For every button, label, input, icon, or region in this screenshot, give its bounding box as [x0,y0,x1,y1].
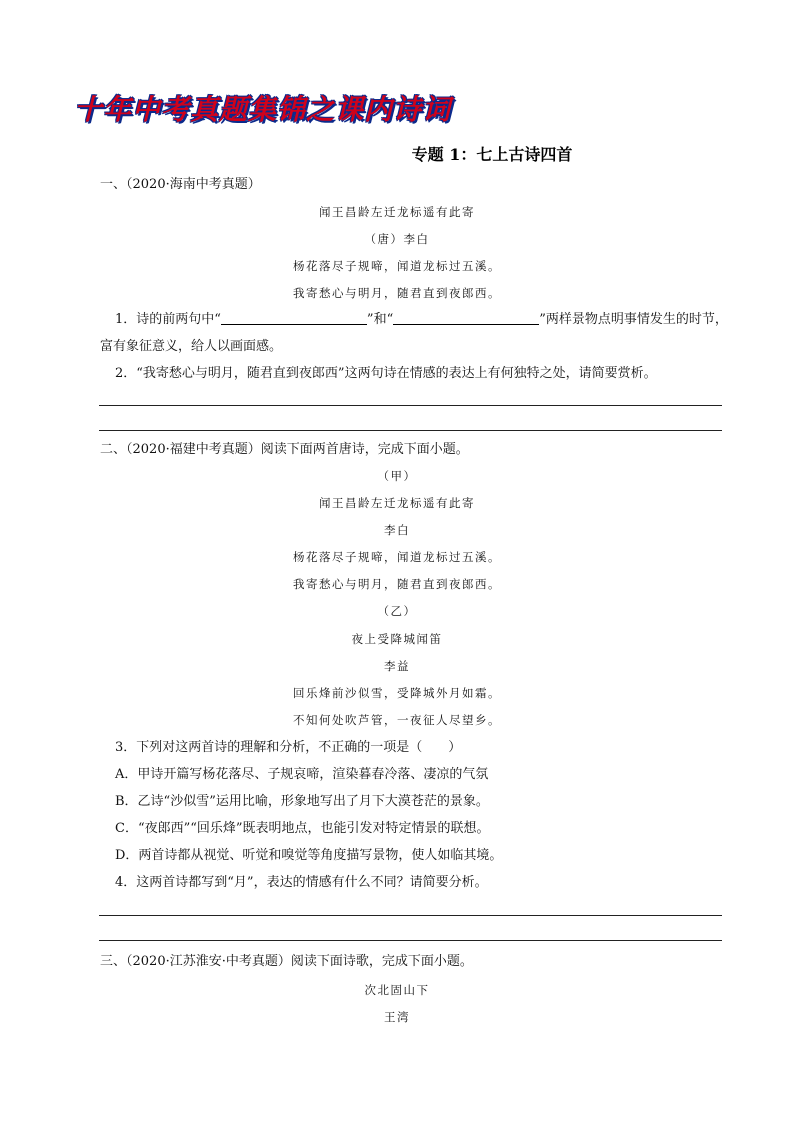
series-banner: 十年中考真题集锦之课内诗词 [74,93,452,126]
poem-b-line: 回乐烽前沙似雪，受降城外月如霜。 [293,686,501,700]
question-2: 2．“我寄愁心与明月，随君直到夜郎西”这两句诗在情感的表达上有何独特之处，请简要赏析。 [115,366,657,381]
poem-b-line: 不知何处吹芦管，一夜征人尽望乡。 [293,713,501,727]
poem-line: 我寄愁心与明月，随君直到夜郎西。 [293,286,501,300]
question-1-continued: 富有象征意义，给人以画面感。 [100,339,283,354]
poem-author: （唐）李白 [364,232,430,246]
poem-a-author: 李白 [384,523,410,537]
answer-line[interactable] [99,405,722,406]
poem-b-label: （乙） [377,604,417,618]
topic-subtitle-text: 专题 1：七上古诗四首 [411,145,573,164]
poem-author: 王湾 [384,1010,410,1024]
topic-subtitle [0,142,794,165]
question-4: 4．这两首诗都写到“月”，表达的情感有什么不同？请简要分析。 [115,875,488,890]
poem-a-line: 杨花落尽子规啼，闻道龙标过五溪。 [293,550,501,564]
q1-text-end: ”两样景物点明事情发生的时节， [539,312,728,327]
answer-line[interactable] [99,915,722,916]
q1-answer-blank-1[interactable] [221,310,367,325]
poem-a-label: （甲） [377,469,417,483]
q1-text-start: 1．诗的前两句中“ [115,312,221,327]
poem-title: 次北固山下 [364,983,430,997]
poem-b-author: 李益 [384,659,410,673]
option-c[interactable]: C．“夜郎西”“回乐烽”既表明地点，也能引发对特定情景的联想。 [115,821,490,836]
question-1 [115,310,728,330]
option-b[interactable]: B．乙诗“沙似雪”运用比喻，形象地写出了月下大漠苍茫的景象。 [115,794,489,809]
poem-title: 闻王昌龄左迁龙标遥有此寄 [319,205,475,219]
section1-heading: 一、（2020·海南中考真题） [100,177,261,192]
section3-heading: 三、（2020·江苏淮安·中考真题）阅读下面诗歌，完成下面小题。 [100,954,473,969]
poem-b-title: 夜上受降城闻笛 [351,632,443,646]
option-d[interactable]: D．两首诗都从视觉、听觉和嗅觉等角度描写景物，使人如临其境。 [115,848,503,863]
poem-line: 杨花落尽子规啼，闻道龙标过五溪。 [293,259,501,273]
poem-a-line: 我寄愁心与明月，随君直到夜郎西。 [293,577,501,591]
q1-answer-blank-2[interactable] [393,310,539,325]
question-3: 3．下列对这两首诗的理解和分析，不正确的一项是（ ） [115,740,462,755]
answer-line[interactable] [99,940,722,941]
answer-line[interactable] [99,430,722,431]
section2-heading: 二、（2020·福建中考真题）阅读下面两首唐诗，完成下面小题。 [100,442,469,457]
option-a[interactable]: A．甲诗开篇写杨花落尽、子规哀啼，渲染暮春冷落、凄凉的气氛 [115,767,489,782]
poem-a-title: 闻王昌龄左迁龙标遥有此寄 [319,496,475,510]
q1-text-mid: ”和“ [366,312,394,327]
